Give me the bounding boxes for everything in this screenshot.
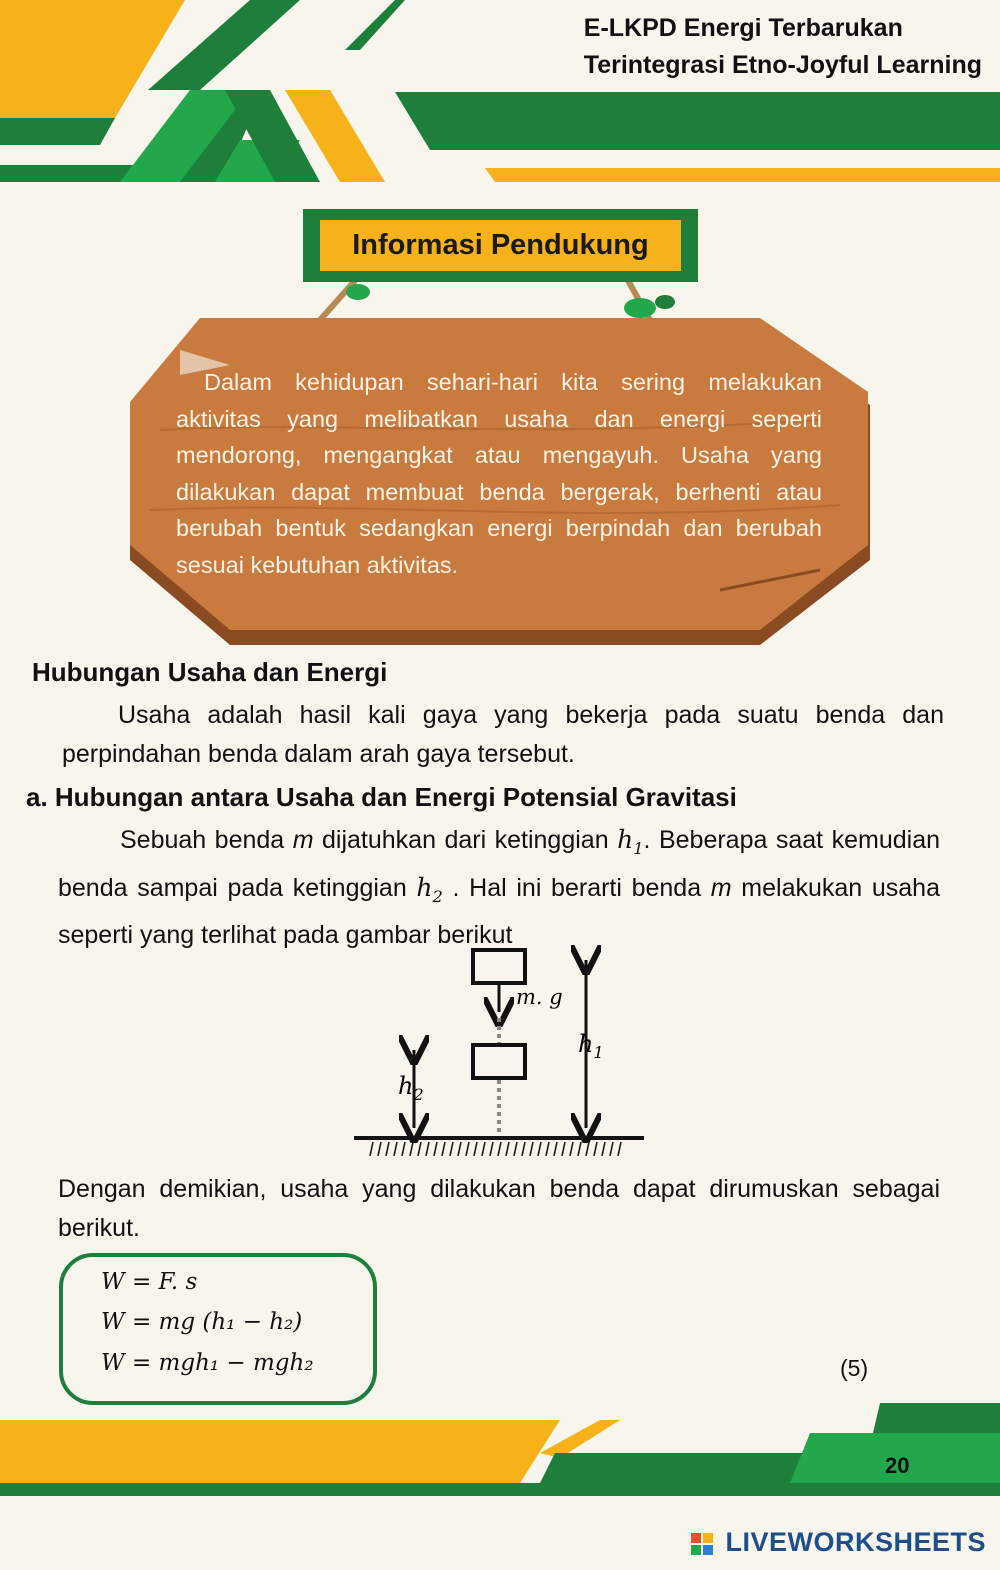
var-h1-base: h xyxy=(617,825,634,854)
section-heading: Hubungan Usaha dan Energi xyxy=(32,657,388,687)
label-force: m. g xyxy=(516,985,563,1009)
var-h1-sub: 1 xyxy=(633,839,644,858)
formula-line-3: W = mgh₁ − mgh₂ xyxy=(101,1350,314,1376)
info-banner-label: Informasi Pendukung xyxy=(320,220,681,271)
var-h2-base: h xyxy=(416,873,433,902)
watermark-brand: LIVEWORKSHEETS xyxy=(725,1527,986,1557)
formula-line-2: W = mg (h₁ − h₂) xyxy=(101,1309,303,1335)
header-title xyxy=(584,10,982,84)
label-h2: $h_2$ xyxy=(398,1072,424,1104)
var-h2-sub: 2 xyxy=(432,887,443,906)
text-run: dijatuhkan dari ketinggian xyxy=(313,826,618,854)
page-number: 20 xyxy=(885,1453,910,1478)
var-h1 xyxy=(617,825,644,858)
header-title-line1: E-LKPD Energi Terbarukan xyxy=(583,14,903,42)
object-top xyxy=(473,950,525,983)
subsection-paragraph xyxy=(58,820,940,955)
label-h1: $h_1$ xyxy=(578,1030,604,1062)
text-run: . Hal ini berarti benda xyxy=(442,874,711,902)
footer-decoration xyxy=(0,1398,1000,1498)
section-paragraph: Usaha adalah hasil kali gaya yang bekerja pada suatu benda dan perpindahan benda dalam arah gaya tersebut. xyxy=(62,701,944,768)
text-run: melakukan usaha seperti yang terlihat pada gambar berikut xyxy=(58,874,940,949)
object-bottom xyxy=(473,1045,525,1078)
text-run: Sebuah benda xyxy=(120,826,293,854)
header-title-line2: Terintegrasi Etno-Joyful Learning xyxy=(583,51,982,79)
info-banner xyxy=(303,209,698,282)
text-run: . Beberapa saat kemudian benda sampai pada ketinggian xyxy=(58,826,941,902)
formula-line-1: W = F. s xyxy=(101,1269,198,1295)
conclusion-text: Dengan demikian, usaha yang dilakukan benda dapat dirumuskan sebagai berikut. xyxy=(58,1175,940,1242)
var-m: m xyxy=(292,826,314,854)
falling-object-diagram xyxy=(340,940,660,1165)
liveworksheets-logo-icon xyxy=(690,1532,714,1556)
var-m-2: m xyxy=(710,874,732,902)
subsection-heading: a. Hubungan antara Usaha dan Energi Potensial Gravitasi xyxy=(26,782,737,812)
board-text: Dalam kehidupan sehari-hari kita sering melakukan aktivitas yang melibatkan usaha dan energi seperti mendorong, mengangkat atau mengayuh. Usaha yang dilakukan dapat membuat benda bergerak, berhenti atau berubah bentuk sedangkan energi berpindah dan berubah sesuai kebutuhan aktivitas. xyxy=(176,369,822,578)
equation-number: (5) xyxy=(840,1355,869,1381)
var-h2 xyxy=(416,873,443,906)
formula-box xyxy=(59,1253,377,1405)
